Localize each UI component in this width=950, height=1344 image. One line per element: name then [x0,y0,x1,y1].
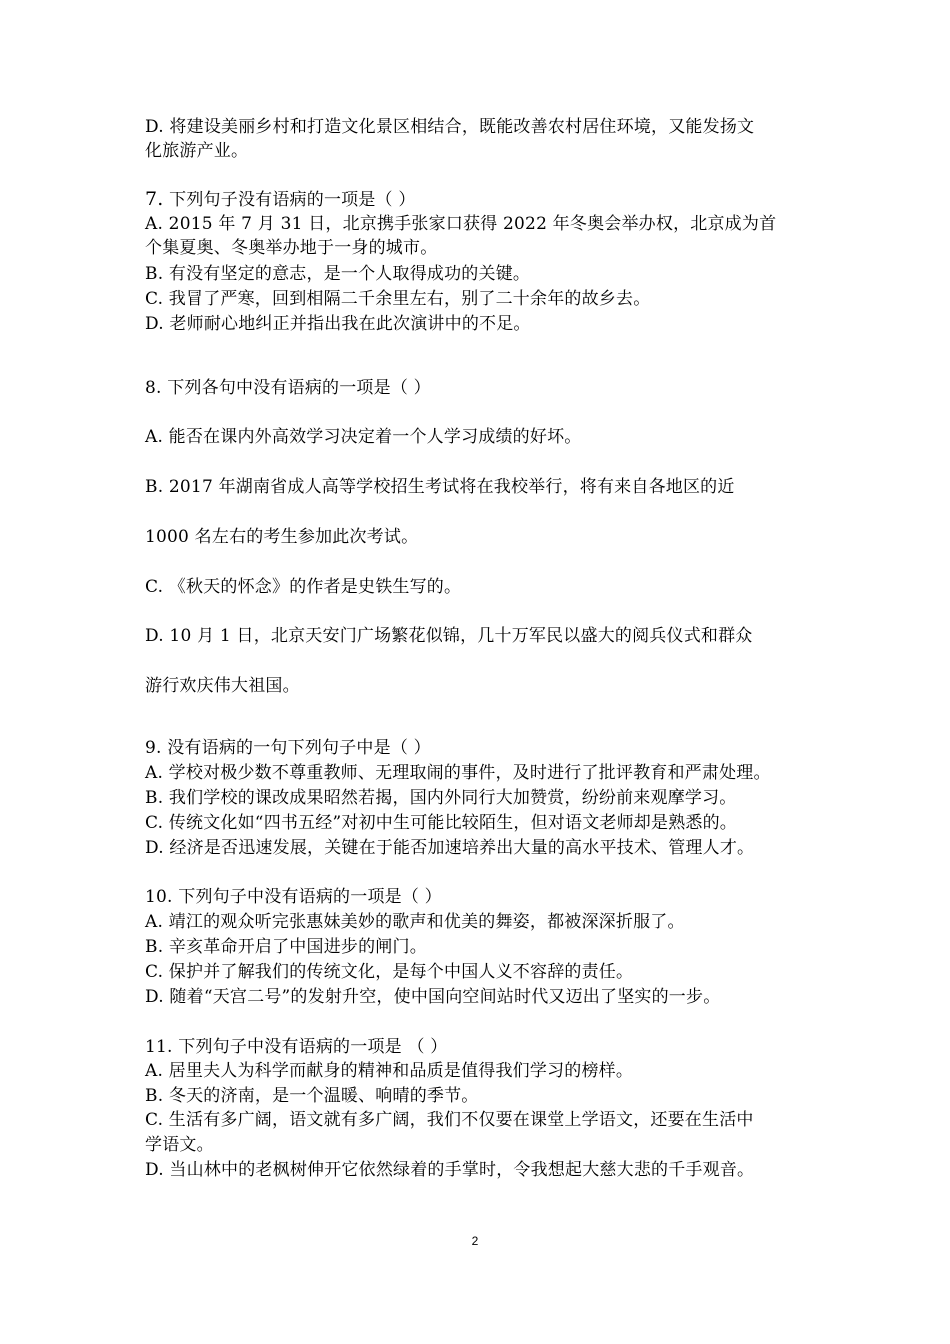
q7-option-d: D. 老师耐心地纠正并指出我在此次演讲中的不足。 [145,314,531,334]
q10-option-b: B. 辛亥革命开启了中国进步的闸门。 [145,937,427,957]
q7-option-a-line1: A. 2015 年 7 月 31 日，北京携手张家口获得 2022 年冬奥会举办权，北京成为首 [145,214,777,234]
q8-stem: 8. 下列各句中没有语病的一项是（ ） [145,378,431,398]
q9-option-b: B. 我们学校的课改成果昭然若揭，国内外同行大加赞赏，纷纷前来观摩学习。 [145,788,737,808]
q7-number: 7. [145,188,164,210]
q11-option-a: A. 居里夫人为科学而献身的精神和品质是值得我们学习的榜样。 [145,1061,634,1081]
q10-option-c: C. 保护并了解我们的传统文化，是每个中国人义不容辞的责任。 [145,962,634,982]
q8-option-d-line1: D. 10 月 1 日，北京天安门广场繁花似锦，几十万军民以盛大的阅兵仪式和群众 [145,626,753,646]
q6-option-d-line1: D. 将建设美丽乡村和打造文化景区相结合，既能改善农村居住环境，又能发扬文 [145,117,755,137]
q11-option-c-line1: C. 生活有多广阔，语文就有多广阔，我们不仅要在课堂上学语文，还要在生活中 [145,1110,754,1130]
q8-option-b-line2: 1000 名左右的考生参加此次考试。 [145,527,419,547]
q8-option-b-line1: B. 2017 年湖南省成人高等学校招生考试将在我校举行，将有来自各地区的近 [145,477,735,497]
q9-stem: 9. 没有语病的一句下列句子中是（ ） [145,738,431,758]
q11-option-c-line2: 学语文。 [145,1135,214,1155]
q10-stem: 10. 下列句子中没有语病的一项是（ ） [145,887,442,907]
q8-option-c: C. 《秋天的怀念》的作者是史铁生写的。 [145,577,462,597]
q9-option-a: A. 学校对极少数不尊重教师、无理取闹的事件，及时进行了批评教育和严肃处理。 [145,763,771,783]
q7-stem [145,188,416,211]
q9-option-d: D. 经济是否迅速发展，关键在于能否加速培养出大量的高水平技术、管理人才。 [145,838,755,858]
q8-option-a: A. 能否在课内外高效学习决定着一个人学习成绩的好坏。 [145,427,582,447]
q11-option-d: D. 当山林中的老枫树伸开它依然绿着的手掌时，令我想起大慈大悲的千手观音。 [145,1160,755,1180]
q11-stem: 11. 下列句子中没有语病的一项是 （ ） [145,1037,448,1057]
q10-option-d: D. 随着“天宫二号”的发射升空，使中国向空间站时代又迈出了坚实的一步。 [145,987,721,1007]
q9-option-c: C. 传统文化如“四书五经”对初中生可能比较陌生，但对语文老师却是熟悉的。 [145,813,737,833]
q7-option-c: C. 我冒了严寒，回到相隔二千余里左右，别了二十余年的故乡去。 [145,289,651,309]
q8-option-d-line2: 游行欢庆伟大祖国。 [145,676,300,696]
q11-option-b: B. 冬天的济南，是一个温暖、响晴的季节。 [145,1086,479,1106]
q7-option-a-line2: 个集夏奥、冬奥举办地于一身的城市。 [145,238,438,258]
page-number: 2 [471,1234,479,1248]
q7-option-b: B. 有没有坚定的意志，是一个人取得成功的关键。 [145,264,531,284]
q10-option-a: A. 靖江的观众听完张惠妹美妙的歌声和优美的舞姿，都被深深折服了。 [145,912,685,932]
q6-option-d-line2: 化旅游产业。 [145,141,249,161]
q7-stem-text: 下列句子没有语病的一项是（ ） [169,190,416,210]
